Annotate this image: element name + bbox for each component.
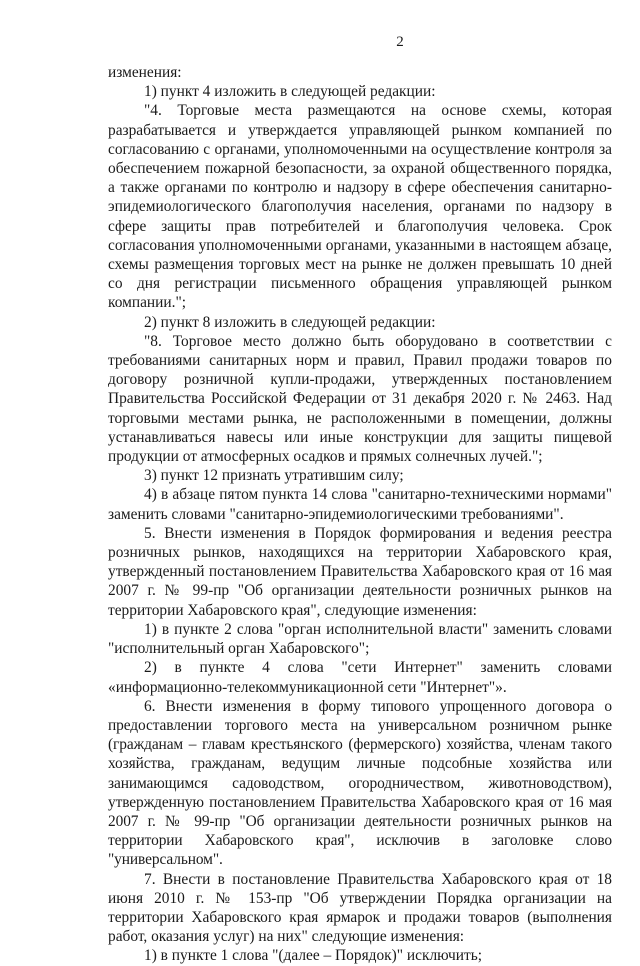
paragraph-intro: изменения: bbox=[108, 64, 182, 81]
paragraph-item-1: 1) пункт 4 изложить в следующей редакции: bbox=[144, 83, 436, 101]
paragraph-section-5-item-1: 1) в пункте 2 слова "орган исполнительной власти" заменить словами "исполнительный орган Хабаровского"; bbox=[108, 620, 612, 658]
paragraph-quote-8: "8. Торговое место должно быть оборудовано в соответствии с требованиями санитарных норм и правил, Правил продажи товаров по договору розничной купли-продажи, утвержденных постановлением Правительства Российской Федерации от 31 декабря 2020 г. № 2463. Над торговыми местами рынка, не расположенными в помещении, должны устанавливаться навесы или иные конструкции для защиты пищевой продукции от атмосферных осадков и прямых солнечных лучей."; bbox=[108, 332, 612, 466]
page-number: 2 bbox=[396, 34, 404, 50]
paragraph-section-5-item-2: 2) в пункте 4 слова "сети Интернет" заменить словами «информационно-телекоммуникационной сети "Интернет"». bbox=[108, 659, 612, 696]
paragraph-section-5: 5. Внести изменения в Порядок формирования и ведения реестра розничных рынков, находящихся на территории Хабаровского края, утвержденный постановлением Правительства Хабаровского края от 16 мая 2007 г. № 99-пр "Об организации деятельности розничных рынков на территории Хабаровского края", следующие изменения: bbox=[108, 524, 612, 619]
paragraph-item-4: 4) в абзаце пятом пункта 14 слова "санитарно-техническими нормами" заменить словами "санитарно-эпидемиологическими требованиями". bbox=[108, 486, 612, 523]
paragraph-item-2: 2) пункт 8 изложить в следующей редакции: bbox=[144, 313, 436, 331]
paragraph-section-7: 7. Внести в постановление Правительства Хабаровского края от 18 июня 2010 г. № 153-пр "Об утверждении Порядка организации на территории Хабаровского края ярмарок и продажи товаров (выполнения работ, оказания услуг) на них" следующие изменения: bbox=[108, 870, 612, 946]
paragraph-section-6: 6. Внести изменения в форму типового упрощенного договора о предоставлении торгового места на универсальном розничном рынке (гражданам – главам крестьянского (фермерского) хозяйства, членам такого хозяйства, гражданам, ведущим личные подсобные хозяйства или занимающимся садоводством, огородничеством, животноводством), утвержденную постановлением Правительства Хабаровского края от 16 мая 2007 г. № 99-пр "Об организации деятельности розничных рынков на территории Хабаровского края", исключив в заголовке слово "универсальном". bbox=[108, 697, 612, 869]
paragraph-quote-4: "4. Торговые места размещаются на основе схемы, которая разрабатывается и утверждается управляющей рынком компанией по согласованию с органами, уполномоченными на осуществление контроля за обеспечением пожарной безопасности, за охраной общественного порядка, а также органами по контролю и надзору в сфере обеспечения санитарно-эпидемиологического благополучия населения, органами по надзору в сфере защиты прав потребителей и благополучия человека. Срок согласования уполномоченными органами, указанными в настоящем абзаце, схемы размещения торговых мест на рынке не должен превышать 10 дней со дня регистрации письменного обращения управляющей рынком компании."; bbox=[108, 102, 612, 312]
paragraph-item-3: 3) пункт 12 признать утратившим силу; bbox=[144, 467, 404, 485]
paragraph-section-7-item-1: 1) в пункте 1 слова "(далее – Порядок)" исключить; bbox=[144, 947, 483, 965]
